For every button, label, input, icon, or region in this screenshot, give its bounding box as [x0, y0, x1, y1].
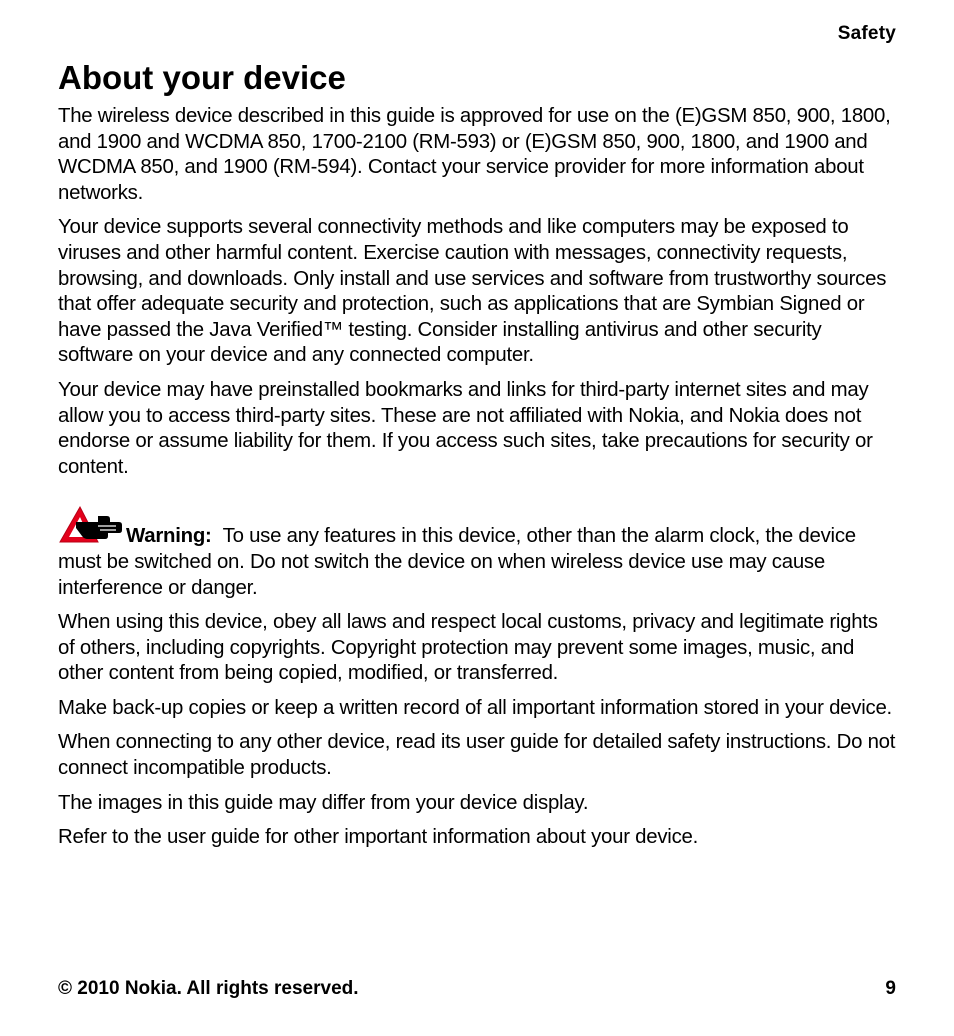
- paragraph-connectivity-security: Your device supports several connectivity methods and like computers may be exposed to viruses and other harmful content. Exercise caution with messages, connectivity requests, browsing, and downloads. Only install and use services and software from trustworthy sources that offer adequate security and protection, such as applications that are Symbian Signed or have passed the Java Verified™ testing. Consider installing antivirus and other security software on your device and any connected computer.: [58, 216, 887, 367]
- paragraph-refer-guide: Refer to the user guide for other important information about your device.: [58, 826, 699, 849]
- paragraph-connecting-devices: When connecting to any other device, read its user guide for detailed safety instructions. Do not connect incompatible products.: [58, 731, 896, 780]
- warning-hand-icon: [58, 504, 124, 546]
- document-page: [58, 0, 898, 1036]
- paragraph-networks: The wireless device described in this guide is approved for use on the (E)GSM 850, 900, 1800, and 1900 and WCDMA 850, 1700-2100 (RM-593) or (E)GSM 850, 900, 1800, and 1900 and WCDMA 850, and 1900 (RM-594). Contact your service provider for more information about networks.: [58, 105, 891, 204]
- section-header: Safety: [837, 23, 896, 44]
- page-number: 9: [885, 978, 896, 999]
- copyright-notice: © 2010 Nokia. All rights reserved.: [58, 978, 359, 999]
- warning-label: Warning:: [126, 525, 212, 548]
- paragraph-backup: Make back-up copies or keep a written record of all important information stored in your device.: [58, 696, 892, 719]
- warning-notice: [58, 489, 898, 601]
- page-title: About your device: [58, 59, 346, 96]
- warning-text: To use any features in this device, other than the alarm clock, the device must be switched on. Do not switch the device on when wireless device use may cause interference or danger.: [58, 525, 856, 599]
- paragraph-images: The images in this guide may differ from your device display.: [58, 791, 589, 814]
- paragraph-laws-copyright: When using this device, obey all laws and respect local customs, privacy and legitimate rights of others, including copyrights. Copyright protection may prevent some images, music, and other content from being copied, modified, or transferred.: [58, 611, 878, 685]
- paragraph-third-party-sites: Your device may have preinstalled bookmarks and links for third-party internet sites and may allow you to access third-party sites. These are not affiliated with Nokia, and Nokia does not endorse or assume liability for them. If you access such sites, take precautions for security or content.: [58, 378, 873, 478]
- document-body: [58, 104, 898, 860]
